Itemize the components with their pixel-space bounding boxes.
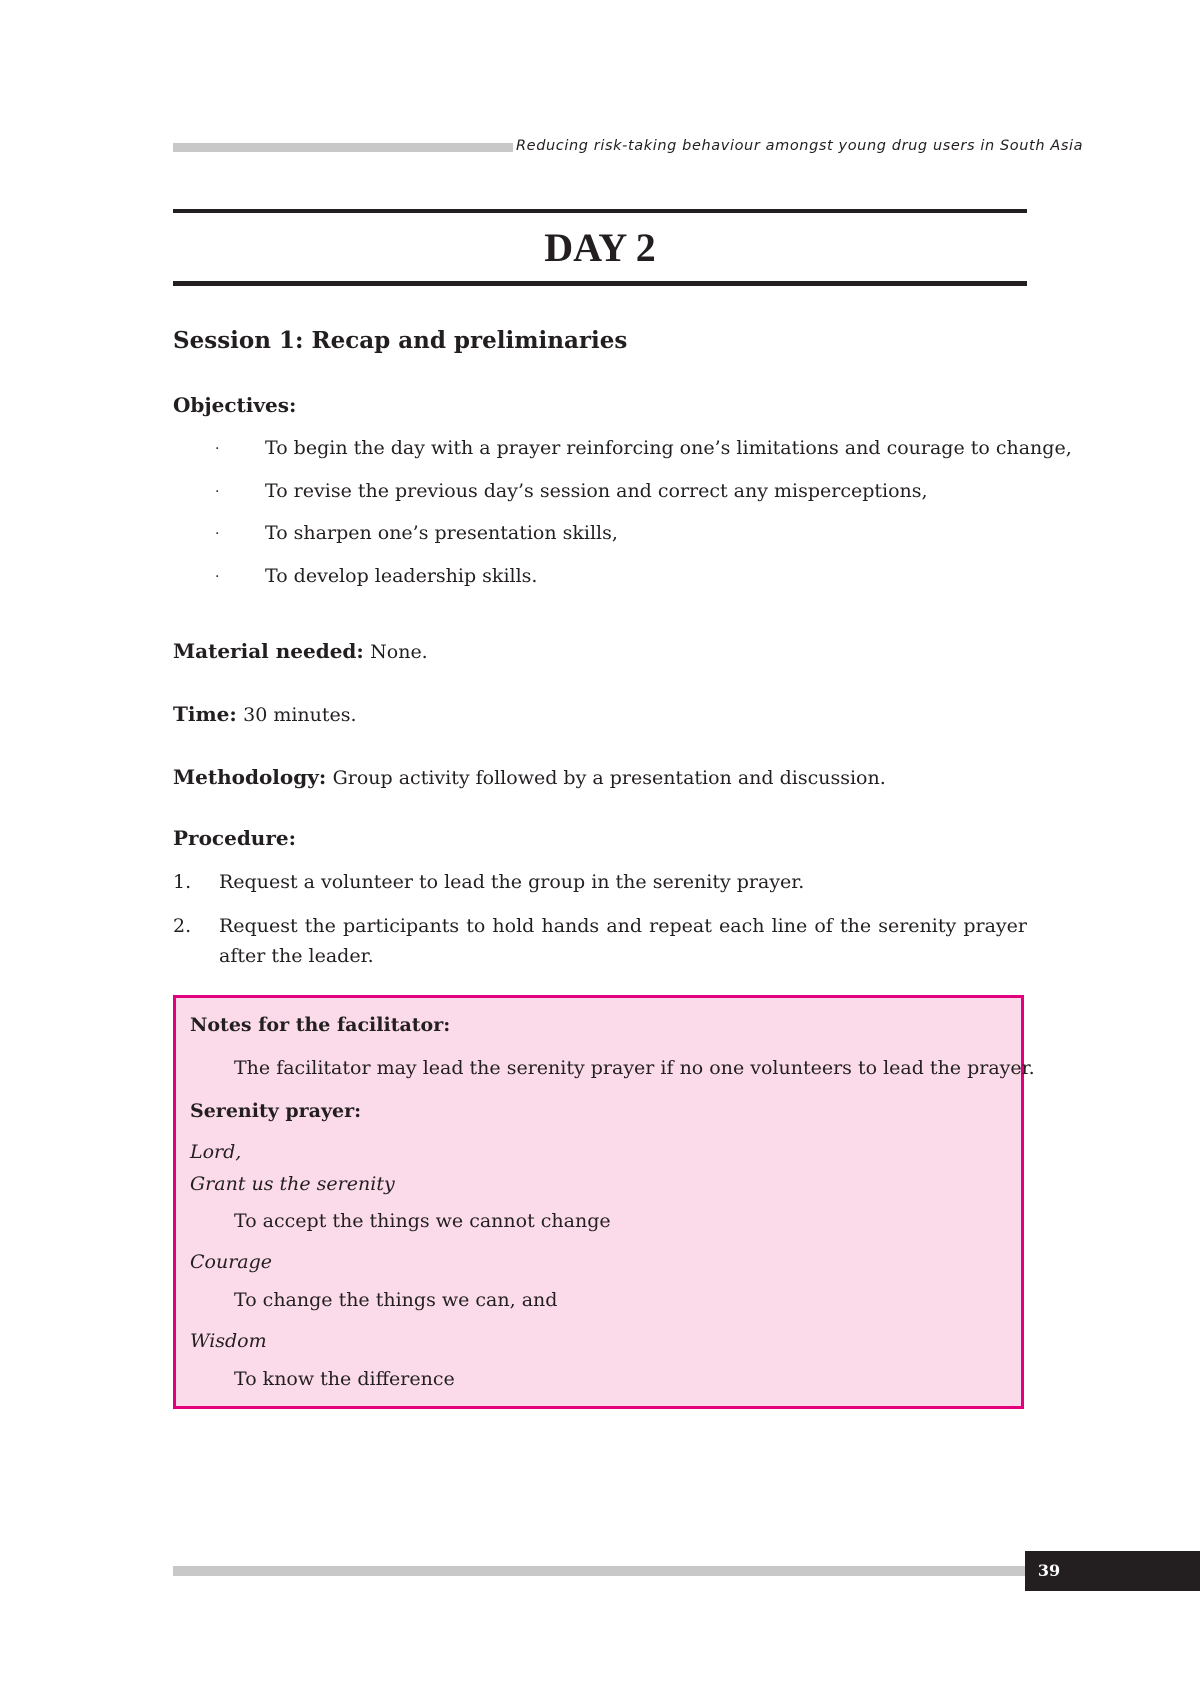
procedure-step bbox=[173, 867, 1027, 897]
objective-text: To begin the day with a prayer reinforcing one’s limitations and courage to change, bbox=[265, 437, 1072, 459]
procedure-heading: Procedure: bbox=[173, 826, 296, 850]
procedure-step bbox=[173, 911, 1027, 971]
notes-heading: Notes for the facilitator: bbox=[190, 1014, 451, 1036]
step-number: 2. bbox=[173, 915, 192, 937]
running-header: Reducing risk-taking behaviour amongst young drug users in South Asia bbox=[516, 138, 1084, 154]
bullet: · bbox=[215, 484, 220, 500]
prayer-line: To change the things we can, and bbox=[234, 1289, 558, 1311]
prayer-line: To know the difference bbox=[234, 1368, 455, 1390]
methodology-field bbox=[173, 765, 886, 789]
bullet: · bbox=[215, 441, 220, 457]
prayer-line: Courage bbox=[190, 1251, 273, 1273]
session-title: Session 1: Recap and preliminaries bbox=[173, 327, 628, 354]
time-label: Time: bbox=[173, 702, 237, 726]
material-needed bbox=[173, 639, 428, 663]
title-rule-top bbox=[173, 209, 1027, 213]
prayer-line: Wisdom bbox=[190, 1330, 267, 1352]
prayer-line: Lord, bbox=[190, 1141, 242, 1163]
prayer-line: Grant us the serenity bbox=[190, 1173, 395, 1195]
objective-item bbox=[215, 565, 537, 587]
prayer-heading: Serenity prayer: bbox=[190, 1100, 362, 1122]
page-number-tab bbox=[1025, 1551, 1200, 1591]
objectives-heading: Objectives: bbox=[173, 393, 297, 417]
objective-text: To develop leadership skills. bbox=[265, 565, 538, 587]
material-value: None. bbox=[370, 641, 428, 663]
objective-text: To revise the previous day’s session and correct any misperceptions, bbox=[265, 480, 928, 502]
prayer-line: To accept the things we cannot change bbox=[234, 1210, 611, 1232]
title-rule-bottom bbox=[173, 281, 1027, 286]
header-decorative-bar bbox=[173, 143, 513, 152]
day-title: DAY 2 bbox=[544, 225, 656, 270]
time-field bbox=[173, 702, 357, 726]
material-label: Material needed: bbox=[173, 639, 364, 663]
methodology-value: Group activity followed by a presentation and discussion. bbox=[332, 767, 886, 789]
time-value: 30 minutes. bbox=[243, 704, 357, 726]
step-number: 1. bbox=[173, 871, 192, 893]
objective-item bbox=[215, 480, 928, 502]
step-text: Request the participants to hold hands and repeat each line of the serenity prayer after the leader. bbox=[219, 915, 1027, 967]
step-text: Request a volunteer to lead the group in the serenity prayer. bbox=[219, 871, 805, 893]
bullet: · bbox=[215, 526, 220, 542]
objective-item bbox=[215, 437, 1072, 459]
notes-text: The facilitator may lead the serenity prayer if no one volunteers to lead the prayer. bbox=[234, 1057, 1035, 1079]
facilitator-notes-box bbox=[173, 995, 1035, 1409]
footer-decorative-bar bbox=[173, 1566, 1025, 1576]
methodology-label: Methodology: bbox=[173, 765, 327, 789]
objective-item bbox=[215, 522, 618, 544]
objective-text: To sharpen one’s presentation skills, bbox=[265, 522, 618, 544]
page-number: 39 bbox=[1037, 1561, 1061, 1580]
bullet: · bbox=[215, 569, 220, 585]
